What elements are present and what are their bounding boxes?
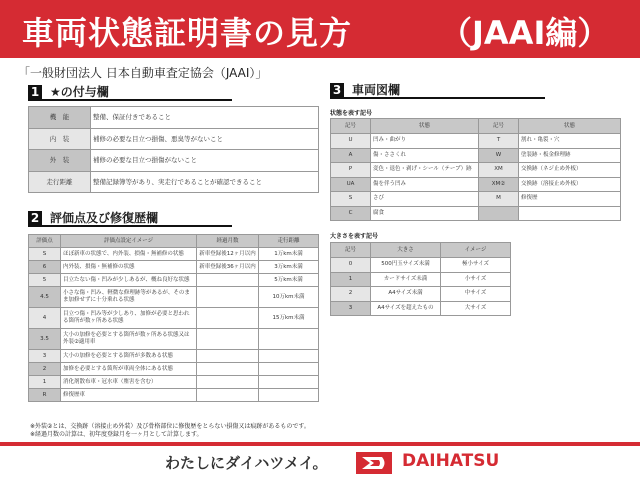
- table-row: [29, 363, 319, 376]
- table-cell: P: [331, 163, 371, 178]
- table-cell: 内 装: [29, 128, 91, 150]
- table-row: [331, 258, 511, 273]
- table-cell: R: [29, 389, 61, 402]
- table-cell: M: [479, 192, 519, 207]
- column-header: 記号: [331, 119, 371, 134]
- table-cell: 大小の加修を必要とする箇所が数ヶ所ある状態又は外装②適用車: [61, 329, 197, 350]
- table-cell: 内外装、損傷・無補修の状態: [61, 261, 197, 274]
- score-table: [28, 234, 319, 402]
- table-cell: [197, 287, 259, 308]
- column-header: 経過月数: [197, 235, 259, 248]
- section-label: ★の付与欄: [50, 85, 109, 99]
- divider: [0, 442, 640, 446]
- table-cell: XM: [479, 163, 519, 178]
- column-header: 記号: [479, 119, 519, 134]
- header-row: [331, 119, 621, 134]
- table-row: [29, 350, 319, 363]
- column-header: 走行距離: [259, 235, 319, 248]
- page-title-suffix: （JAAI編）: [440, 14, 610, 52]
- table-cell: A4サイズを超えたもの: [371, 301, 441, 316]
- section2-heading: [28, 210, 232, 227]
- table-cell: 目立つ傷・凹み等が少しあり、加修が必要と思われる箇所が数ヶ所ある状態: [61, 308, 197, 329]
- table-cell: 3.5: [29, 329, 61, 350]
- table-cell: 4.5: [29, 287, 61, 308]
- table-row: [29, 376, 319, 389]
- star-table: [28, 106, 319, 193]
- header-row: [331, 243, 511, 258]
- table-cell: 修復歴車: [61, 389, 197, 402]
- table-cell: [259, 350, 319, 363]
- table-cell: 塗装跡・板金修理跡: [519, 148, 621, 163]
- table-cell: [197, 389, 259, 402]
- table-cell: 外 装: [29, 150, 91, 172]
- table-cell: 大サイズ: [441, 301, 511, 316]
- table-cell: カードサイズ未満: [371, 272, 441, 287]
- table-cell: 交換跡（溶接止め外板）: [519, 177, 621, 192]
- table-cell: 機 能: [29, 107, 91, 129]
- table-cell: [479, 206, 519, 221]
- table-cell: 2: [29, 363, 61, 376]
- column-header: 大きさ: [371, 243, 441, 258]
- table-cell: S: [29, 248, 61, 261]
- table-cell: 4: [29, 308, 61, 329]
- table-row: [29, 389, 319, 402]
- table-row: [331, 301, 511, 316]
- table-row: [29, 248, 319, 261]
- page-title: 車両状態証明書の見方: [22, 14, 353, 52]
- table-cell: 交換跡（ネジ止め外板）: [519, 163, 621, 178]
- table-cell: 傷を伴う凹み: [371, 177, 479, 192]
- table-row: [331, 287, 511, 302]
- table-row: [29, 308, 319, 329]
- table-cell: C: [331, 206, 371, 221]
- column-header: イメージ: [441, 243, 511, 258]
- table-cell: W: [479, 148, 519, 163]
- table-cell: 1万km未満: [259, 248, 319, 261]
- table-row: [331, 192, 621, 207]
- table-cell: 3万km未満: [259, 261, 319, 274]
- table-cell: 新車登録後36ヶ月以内: [197, 261, 259, 274]
- table-cell: 0: [331, 258, 371, 273]
- table-cell: 新車登録後12ヶ月以内: [197, 248, 259, 261]
- table-cell: [197, 274, 259, 287]
- column-header: 状態: [371, 119, 479, 134]
- table-row: [29, 150, 319, 172]
- table-cell: 走行距離: [29, 171, 91, 193]
- table-cell: UA: [331, 177, 371, 192]
- section-label: 車両図欄: [352, 83, 401, 97]
- table-cell: 1: [29, 376, 61, 389]
- state-caption: 状態を表す記号: [330, 110, 373, 117]
- table-cell: S: [331, 192, 371, 207]
- table-cell: 割れ・亀裂・穴: [519, 134, 621, 149]
- table-cell: [197, 329, 259, 350]
- table-cell: 5万km未満: [259, 274, 319, 287]
- table-cell: [197, 363, 259, 376]
- table-row: [29, 128, 319, 150]
- note: ※外装②とは、交換跡（溶接止め外装）及び骨格部位に修復歴をとらない損傷又は痕跡があるものです。: [30, 423, 310, 430]
- table-cell: 大小の加修を必要とする箇所が多数ある状態: [61, 350, 197, 363]
- table-cell: 3: [29, 350, 61, 363]
- note: ※経過月数の計算は、初年度登録月を一ヶ月として計算します。: [30, 431, 203, 438]
- table-row: [29, 107, 319, 129]
- table-cell: A: [331, 148, 371, 163]
- table-cell: 補修の必要な目立つ損傷がないこと: [91, 150, 319, 172]
- table-cell: 消化剤散布車・冠水車（塵害を含む）: [61, 376, 197, 389]
- table-cell: 15万km未満: [259, 308, 319, 329]
- table-cell: 目立たない傷・凹みが少しあるが、概ね良好な状態: [61, 274, 197, 287]
- table-cell: 2: [331, 287, 371, 302]
- section-number: 3: [330, 83, 344, 97]
- table-cell: A4サイズ未満: [371, 287, 441, 302]
- table-row: [331, 148, 621, 163]
- table-cell: 中サイズ: [441, 287, 511, 302]
- table-row: [29, 329, 319, 350]
- table-cell: 凹み・曲がり: [371, 134, 479, 149]
- column-header: 評価点: [29, 235, 61, 248]
- table-cell: [259, 376, 319, 389]
- table-cell: 5: [29, 274, 61, 287]
- table-cell: U: [331, 134, 371, 149]
- table-cell: 1: [331, 272, 371, 287]
- table-cell: [519, 206, 621, 221]
- section-label: 評価点及び修復歴欄: [50, 211, 159, 225]
- section-number: 1: [28, 85, 42, 99]
- table-cell: 整備記録簿等があり、実走行であることが確認できること: [91, 171, 319, 193]
- table-row: [331, 177, 621, 192]
- table-cell: 6: [29, 261, 61, 274]
- section1-heading: [28, 84, 232, 101]
- table-row: [29, 261, 319, 274]
- table-cell: 腐食: [371, 206, 479, 221]
- table-cell: 500円玉サイズ未満: [371, 258, 441, 273]
- table-cell: 極小サイズ: [441, 258, 511, 273]
- notes: [30, 423, 310, 439]
- table-cell: XM②: [479, 177, 519, 192]
- table-row: [29, 274, 319, 287]
- table-cell: [259, 389, 319, 402]
- table-row: [331, 272, 511, 287]
- table-cell: [197, 308, 259, 329]
- table-cell: 修復歴: [519, 192, 621, 207]
- table-cell: [259, 329, 319, 350]
- table-cell: 補修の必要な目立つ損傷、悪臭等がないこと: [91, 128, 319, 150]
- table-cell: [197, 376, 259, 389]
- daihatsu-logo-icon: [356, 452, 392, 474]
- table-cell: 加修を必要とする箇所が車両全体にある状態: [61, 363, 197, 376]
- size-symbol-table: [330, 242, 511, 316]
- state-symbol-table: [330, 118, 621, 221]
- section3-heading: [330, 82, 545, 99]
- subtitle: 「一般財団法人 日本自動車査定協会（JAAI）」: [18, 66, 268, 80]
- table-cell: T: [479, 134, 519, 149]
- column-header: 記号: [331, 243, 371, 258]
- table-cell: [259, 363, 319, 376]
- table-cell: 傷・ささくれ: [371, 148, 479, 163]
- column-header: 評価点設定イメージ: [61, 235, 197, 248]
- table-row: [331, 163, 621, 178]
- table-cell: 3: [331, 301, 371, 316]
- table-cell: 小サイズ: [441, 272, 511, 287]
- table-row: [331, 134, 621, 149]
- table-cell: ほぼ新車の状態で、内外装、損傷・無補修の状態: [61, 248, 197, 261]
- slogan-logo: わたしにダイハツメイ。: [165, 454, 328, 472]
- size-caption: 大きさを表す記号: [330, 233, 379, 240]
- table-cell: 変色・退色・剥げ・シール（テープ）跡: [371, 163, 479, 178]
- table-row: [29, 171, 319, 193]
- brand-name: DAIHATSU: [402, 451, 500, 471]
- table-cell: 10万km未満: [259, 287, 319, 308]
- table-cell: さび: [371, 192, 479, 207]
- header-row: [29, 235, 319, 248]
- table-row: [331, 206, 621, 221]
- table-cell: [197, 350, 259, 363]
- section-number: 2: [28, 211, 42, 225]
- table-row: [29, 287, 319, 308]
- column-header: 状態: [519, 119, 621, 134]
- table-cell: 整備、保証付きであること: [91, 107, 319, 129]
- table-cell: 小さな傷・凹み、軽微な修理跡等があるが、そのまま加修せずに十分乗れる状態: [61, 287, 197, 308]
